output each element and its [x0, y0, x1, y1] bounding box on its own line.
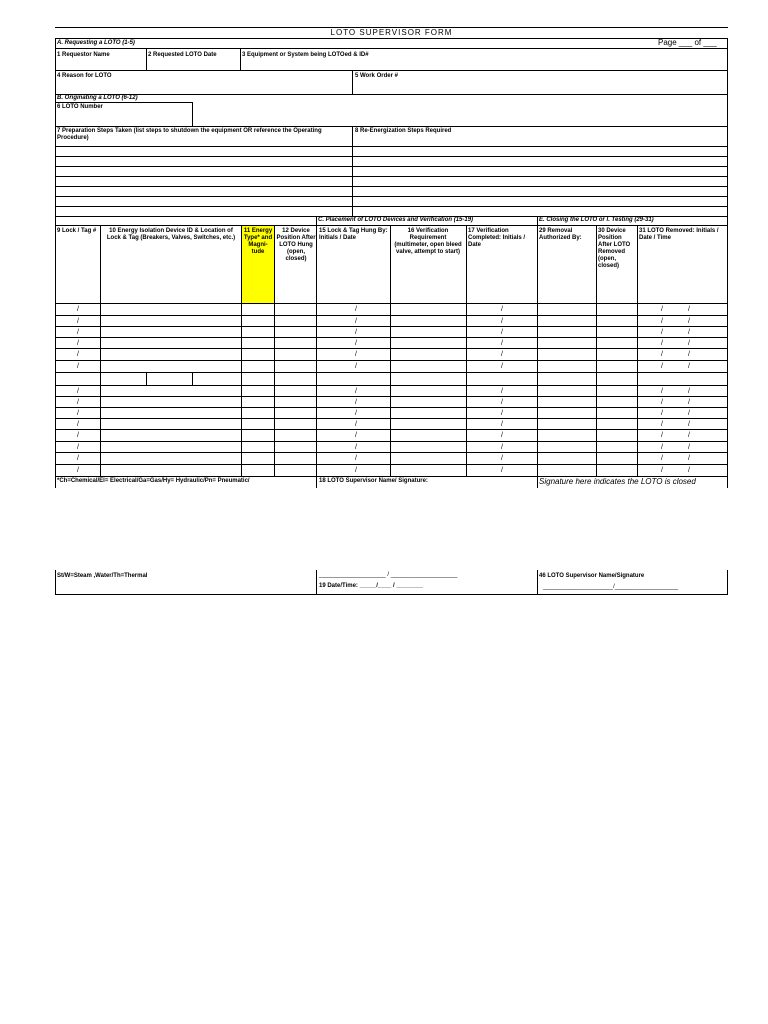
table-row-line	[55, 464, 728, 465]
field-5-label: 5 Work Order #	[355, 73, 398, 79]
row-slash: /	[77, 421, 79, 428]
row-slash: /	[501, 306, 503, 313]
row-slash: /	[661, 410, 663, 417]
col-16-header: 16 Verification Requirement (multimeter, open bleed valve, attempt to start)	[394, 228, 462, 255]
row-slash: /	[355, 351, 357, 358]
field-3-label: 3 Equipment or System being LOTOed & ID#	[242, 52, 369, 58]
step-line	[55, 186, 728, 187]
row-slash: /	[688, 363, 690, 370]
col-line	[100, 225, 101, 476]
row-slash: /	[688, 444, 690, 451]
row-slash: /	[661, 432, 663, 439]
table-row-line	[55, 452, 728, 453]
field-7-label: 7 Preparation Steps Taken (list steps to shutdown the equipment OR reference the Operating Procedure)	[57, 128, 322, 141]
divider-4-5	[352, 70, 353, 94]
footer-divider	[316, 570, 317, 594]
row-slash: /	[77, 455, 79, 462]
row-slash: /	[501, 421, 503, 428]
row-slash: /	[355, 399, 357, 406]
row-slash: /	[77, 410, 79, 417]
row-slash: /	[77, 399, 79, 406]
table-row-line	[55, 348, 728, 349]
row-slash: /	[501, 388, 503, 395]
col-15-header: 15 Lock & Tag Hung By: Initials / Date	[319, 228, 388, 241]
footer-frame-left	[55, 570, 56, 594]
divider-6	[192, 102, 193, 126]
row-slash: /	[501, 410, 503, 417]
frame-right	[727, 38, 728, 488]
row-slash: /	[501, 363, 503, 370]
col-line	[241, 225, 242, 476]
step-line	[55, 146, 728, 147]
row-slash: /	[77, 444, 79, 451]
row-slash: /	[355, 363, 357, 370]
table-row-line	[55, 372, 728, 373]
col-10-header: 10 Energy Isolation Device ID & Location of Lock & Tag (Breakers, Valves, Switches, etc.)	[106, 228, 236, 241]
split-cell-line	[146, 372, 147, 385]
col-line	[596, 225, 597, 476]
row-slash: /	[688, 388, 690, 395]
row-slash: /	[501, 455, 503, 462]
table-row-line	[55, 315, 728, 316]
signature-line-2: _____________________/___________________	[543, 584, 679, 590]
row-slash: /	[688, 340, 690, 347]
field-46-label: 46 LOTO Supervisor Name/Signature	[539, 573, 645, 579]
field-4-label: 4 Reason for LOTO	[57, 73, 112, 79]
row-slash: /	[661, 329, 663, 336]
step-line	[55, 166, 728, 167]
table-row-line	[55, 396, 728, 397]
col-29-header: 29 Removal Authorized By:	[539, 228, 582, 241]
row-slash: /	[688, 351, 690, 358]
col-12-header: 12 Device Position After LOTO Hung (open, closed)	[276, 228, 316, 262]
rule-b2	[55, 102, 192, 103]
table-row-line	[55, 326, 728, 327]
field-19-label: 19 Date/Time: _____/____ / ________	[319, 583, 423, 589]
col-line	[316, 216, 317, 488]
energy-key-line-2: St/W=Steam ,Water/Th=Thermal	[57, 573, 148, 579]
row-slash: /	[77, 467, 79, 474]
col-31-header: 31 LOTO Removed: Initials / Date / Time	[639, 228, 719, 241]
split-cell-line	[192, 372, 193, 385]
table-row-line	[55, 429, 728, 430]
divider-7-8	[352, 126, 353, 216]
closed-note: Signature here indicates the LOTO is closed	[539, 477, 696, 486]
footer-divider	[537, 570, 538, 594]
row-slash: /	[77, 363, 79, 370]
table-row-line	[55, 418, 728, 419]
row-slash: /	[661, 399, 663, 406]
row-slash: /	[355, 455, 357, 462]
row-slash: /	[355, 306, 357, 313]
table-row-line	[55, 385, 728, 386]
rule-a2	[55, 70, 728, 71]
title-rule	[55, 38, 728, 39]
row-slash: /	[661, 318, 663, 325]
row-slash: /	[661, 421, 663, 428]
rule-col-head	[55, 225, 728, 226]
row-slash: /	[355, 444, 357, 451]
section-e-title: E. Closing the LOTO or I. Testing (29-31)	[539, 217, 654, 223]
row-slash: /	[501, 351, 503, 358]
row-slash: /	[661, 306, 663, 313]
col-30-header: 30 Device Position After LOTO Removed (open, closed)	[598, 228, 631, 269]
row-slash: /	[501, 329, 503, 336]
row-slash: /	[688, 329, 690, 336]
col-17-header: 17 Verification Completed: Initials / Date	[468, 228, 526, 248]
row-slash: /	[77, 351, 79, 358]
col-line	[274, 225, 275, 476]
col-11-header: 11 Energy Type* and Magni-tude	[243, 228, 273, 255]
row-slash: /	[355, 318, 357, 325]
row-slash: /	[661, 467, 663, 474]
field-18-label: 18 LOTO Supervisor Name/ Signature:	[319, 478, 428, 484]
table-row-line	[55, 441, 728, 442]
row-slash: /	[661, 351, 663, 358]
rule-b3	[55, 126, 728, 127]
row-slash: /	[77, 388, 79, 395]
row-slash: /	[355, 467, 357, 474]
form-title: LOTO SUPERVISOR FORM	[330, 28, 453, 37]
table-row-line	[55, 337, 728, 338]
rule-a1	[55, 48, 728, 49]
col-line	[466, 225, 467, 476]
col-line	[637, 225, 638, 476]
field-6-label: 6 LOTO Number	[57, 104, 103, 110]
frame-left	[55, 38, 56, 488]
step-line	[55, 196, 728, 197]
row-slash: /	[355, 410, 357, 417]
row-slash: /	[688, 306, 690, 313]
step-line	[55, 206, 728, 207]
row-slash: /	[688, 455, 690, 462]
row-slash: /	[661, 455, 663, 462]
row-slash: /	[688, 399, 690, 406]
table-row-line	[55, 303, 728, 304]
signature-line: ____________________ / ____________________	[319, 572, 458, 578]
col-line	[537, 216, 538, 488]
row-slash: /	[77, 340, 79, 347]
row-slash: /	[501, 444, 503, 451]
section-c-title: C. Placement of LOTO Devices and Verification (15-19)	[318, 217, 474, 223]
table-row-line	[55, 407, 728, 408]
divider-2-3	[240, 48, 241, 70]
row-slash: /	[355, 388, 357, 395]
row-slash: /	[355, 432, 357, 439]
row-slash: /	[688, 318, 690, 325]
page-number-label: Page ___ of ___	[658, 38, 717, 47]
row-slash: /	[501, 399, 503, 406]
col-line	[390, 225, 391, 476]
row-slash: /	[661, 388, 663, 395]
energy-key-line-1: *Ch=Chemical/El= Electrical/Ga=Gas/Hy= Hydraulic/Pn= Pneumatic/	[57, 478, 250, 484]
row-slash: /	[355, 340, 357, 347]
row-slash: /	[688, 410, 690, 417]
field-1-label: 1 Requestor Name	[57, 52, 110, 58]
row-slash: /	[661, 340, 663, 347]
field-8-label: 8 Re-Energization Steps Required	[355, 128, 452, 134]
row-slash: /	[77, 329, 79, 336]
row-slash: /	[688, 432, 690, 439]
row-slash: /	[77, 318, 79, 325]
row-slash: /	[77, 432, 79, 439]
col-9-header: 9 Lock / Tag #	[57, 228, 97, 234]
row-slash: /	[501, 340, 503, 347]
step-line	[55, 156, 728, 157]
row-slash: /	[688, 421, 690, 428]
field-2-label: 2 Requested LOTO Date	[148, 52, 217, 58]
rule-b1	[55, 94, 728, 95]
row-slash: /	[501, 467, 503, 474]
row-slash: /	[355, 421, 357, 428]
row-slash: /	[661, 363, 663, 370]
row-slash: /	[501, 318, 503, 325]
footer-frame-right	[727, 570, 728, 594]
footer-bottom-rule	[55, 594, 728, 595]
divider-1-2	[146, 48, 147, 70]
row-slash: /	[661, 444, 663, 451]
table-row-line	[55, 360, 728, 361]
row-slash: /	[355, 329, 357, 336]
step-line	[55, 176, 728, 177]
section-a-title: A. Requesting a LOTO (1-5)	[57, 40, 135, 46]
row-slash: /	[77, 306, 79, 313]
section-b-title: B. Originating a LOTO (6-12)	[57, 95, 138, 101]
row-slash: /	[501, 432, 503, 439]
row-slash: /	[688, 467, 690, 474]
